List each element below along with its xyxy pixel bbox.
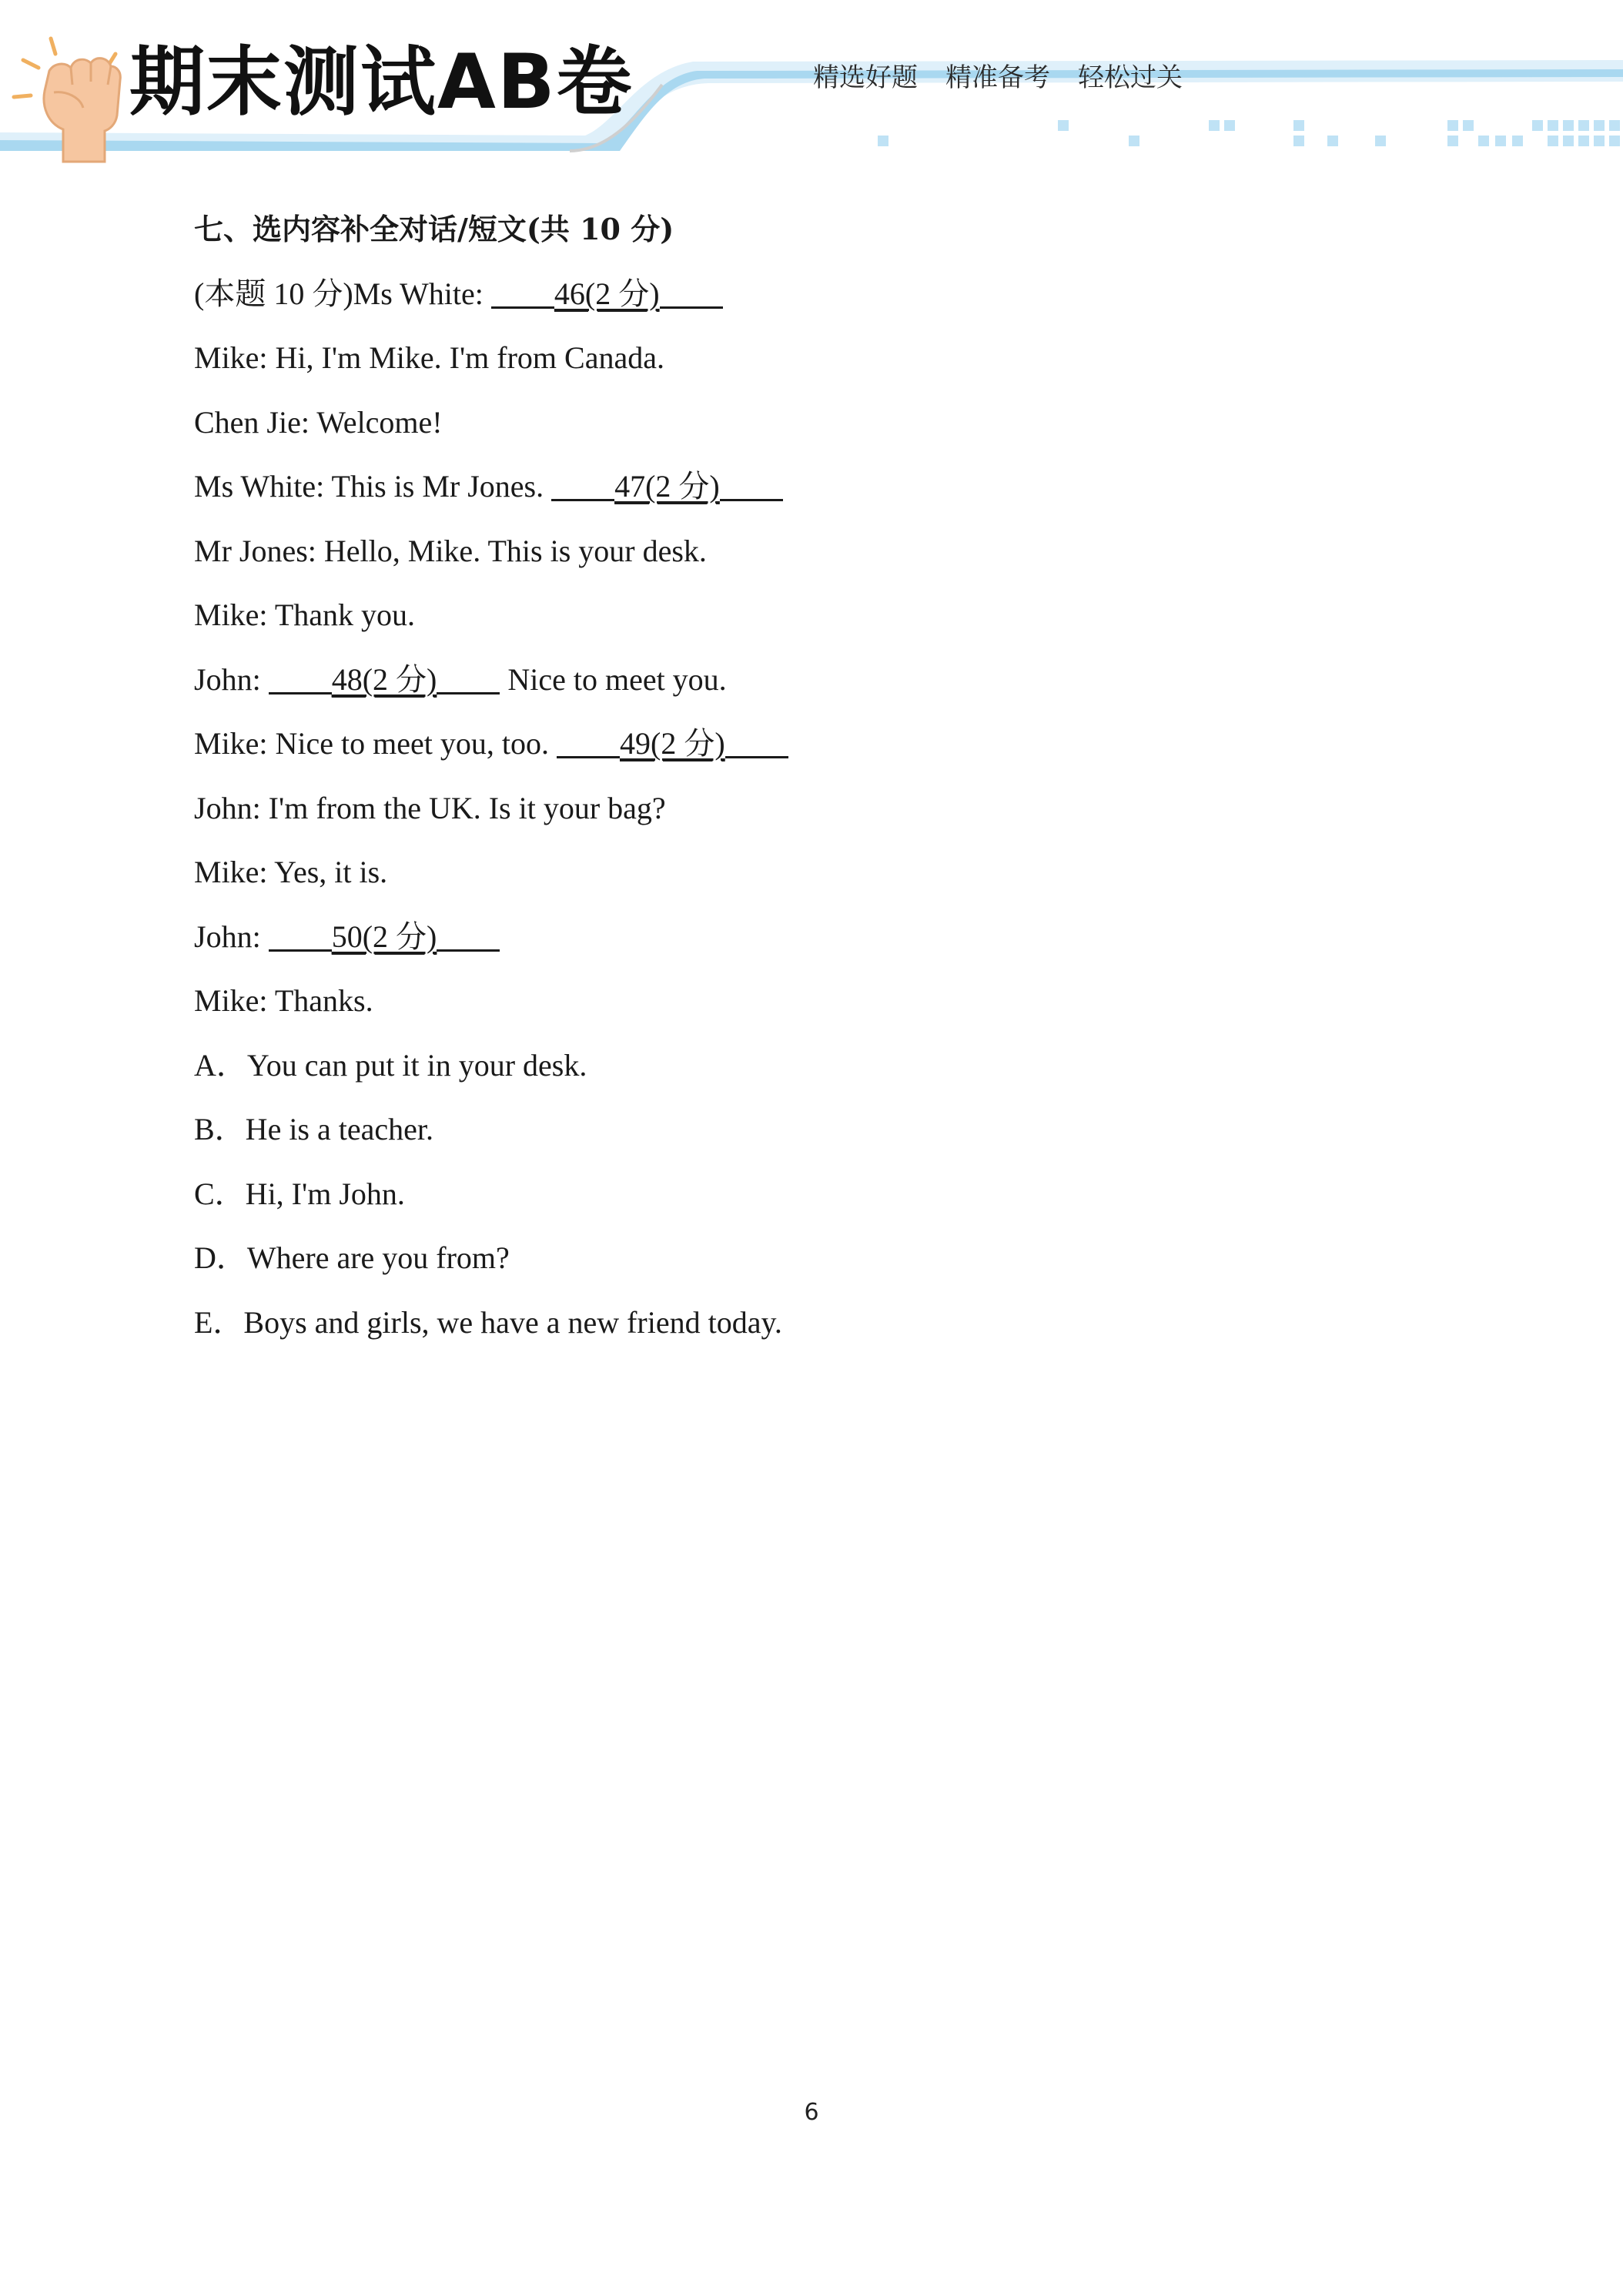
answer-blank-46[interactable]: 46(2 分) bbox=[491, 271, 723, 317]
line-prefix: Ms White: This is Mr Jones. bbox=[194, 469, 552, 504]
brand-title: 期末测试AB卷 bbox=[129, 38, 634, 126]
option-d: D．Where are you from? bbox=[194, 1240, 510, 1275]
dialogue-line: John: I'm from the UK. Is it your bag? bbox=[194, 790, 666, 825]
dialogue-line: Mike: Yes, it is. bbox=[194, 855, 388, 889]
option-c: C．Hi, I'm John. bbox=[194, 1176, 405, 1211]
slogan-2: 精准备考 bbox=[945, 62, 1050, 93]
dialogue-line-intro bbox=[194, 271, 1464, 336]
dialogue-line: Mike: Thank you. bbox=[194, 597, 416, 632]
option-a: A．You can put it in your desk. bbox=[194, 1047, 587, 1083]
dialogue-line: Mr Jones: Hello, Mike. This is your desk. bbox=[194, 533, 707, 568]
line-prefix: (本题 10 分)Ms White: bbox=[194, 276, 491, 311]
dialogue-line bbox=[194, 721, 1464, 785]
slogan-3: 轻松过关 bbox=[1078, 62, 1183, 93]
dialogue-line: Mike: Hi, I'm Mike. I'm from Canada. bbox=[194, 340, 664, 375]
answer-blank-47[interactable]: 47(2 分) bbox=[551, 464, 783, 510]
dialogue-line bbox=[194, 464, 1464, 528]
dialogue-line: Mike: Thanks. bbox=[194, 983, 373, 1018]
header-banner bbox=[0, 0, 1623, 177]
dialogue-line bbox=[194, 914, 1464, 979]
question-section bbox=[194, 206, 1464, 1364]
dialogue-line bbox=[194, 657, 1464, 721]
option-b: B．He is a teacher. bbox=[194, 1112, 433, 1146]
answer-blank-48[interactable]: 48(2 分) bbox=[269, 657, 500, 703]
line-prefix: Mike: Nice to meet you, too. bbox=[194, 726, 557, 761]
option-e: E．Boys and girls, we have a new friend today. bbox=[194, 1304, 782, 1340]
answer-blank-49[interactable]: 49(2 分) bbox=[557, 721, 788, 767]
slogan-bar bbox=[813, 62, 1183, 93]
dialogue-line: Chen Jie: Welcome! bbox=[194, 404, 443, 440]
line-prefix: John: bbox=[194, 919, 269, 954]
answer-blank-50[interactable]: 50(2 分) bbox=[269, 914, 500, 960]
line-suffix: Nice to meet you. bbox=[500, 661, 727, 697]
slogan-1: 精选好题 bbox=[813, 62, 918, 93]
line-prefix: John: bbox=[194, 661, 269, 697]
section-title: 七、选内容补全对话/短文(共 10 分) bbox=[194, 212, 674, 246]
page-number: 6 bbox=[804, 2099, 819, 2126]
